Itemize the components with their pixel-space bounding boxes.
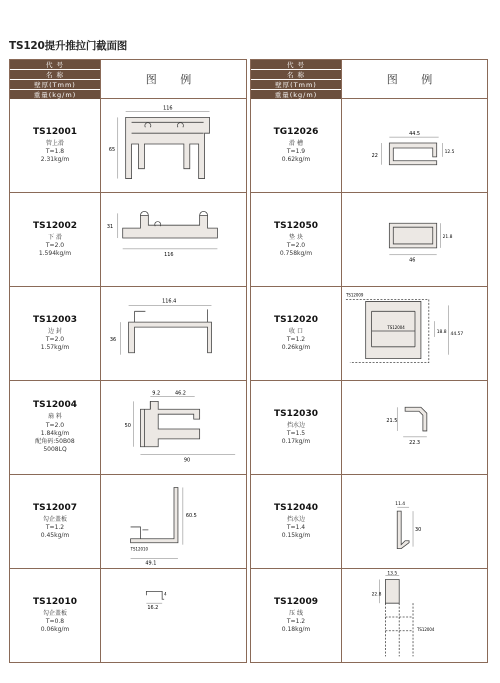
profile-weight: 1.594kg/m — [38, 250, 72, 258]
profile-name: 收 口 — [289, 327, 303, 335]
profile-drawing — [100, 475, 246, 568]
profile-drawing — [341, 381, 487, 474]
header-thickness: 壁厚(Tmm) — [10, 80, 100, 90]
profile-thickness: T=2.0 — [45, 241, 65, 249]
profile-name: 边 封 — [48, 327, 62, 335]
header-code: 代 号 — [251, 60, 341, 70]
header-weight: 重量(kg/m) — [251, 90, 341, 99]
header-thickness: 壁厚(Tmm) — [251, 80, 341, 90]
profile-drawing — [100, 193, 246, 286]
profile-code: TS12002 — [33, 220, 77, 231]
profile-thickness: T=1.4 — [286, 523, 306, 531]
dim-label: 21.8 — [442, 235, 453, 241]
header-figure: 图 例 — [341, 60, 487, 98]
profile-code: TS12040 — [274, 502, 318, 513]
profile-row — [10, 287, 246, 381]
profile-code: TS12010 — [33, 596, 77, 607]
dim-label: 44.5 — [409, 131, 421, 138]
profile-row — [251, 475, 487, 569]
profile-thickness: T=2.0 — [286, 241, 306, 249]
profile-code: TS12001 — [33, 126, 77, 137]
dim-label: 31 — [106, 224, 114, 231]
profile-drawing — [100, 99, 246, 192]
profile-name: 滑 槽 — [289, 139, 303, 147]
profile-drawing — [341, 287, 487, 380]
header-name: 名 称 — [10, 70, 100, 80]
table-header — [10, 60, 246, 99]
profile-weight: 0.18kg/m — [281, 626, 311, 634]
table-header — [251, 60, 487, 99]
profile-row — [10, 569, 246, 662]
profile-code: TS12007 — [33, 502, 77, 513]
profile-name: 勾企盖板 — [42, 609, 67, 617]
dim-label: 46.2 — [174, 390, 186, 397]
left-profile-table — [9, 59, 247, 663]
dim-label: 90 — [183, 457, 191, 464]
profile-drawing — [341, 99, 487, 192]
profile-weight: 1.57kg/m — [40, 344, 70, 352]
profile-weight: 0.06kg/m — [40, 626, 70, 634]
dim-label: 4 — [164, 591, 167, 597]
profile-name: 管上滑 — [45, 139, 64, 147]
profile-weight: 0.15kg/m — [281, 532, 311, 540]
profile-drawing — [341, 475, 487, 568]
dim-label: 116.4 — [162, 298, 177, 305]
header-figure: 图 例 — [100, 60, 246, 98]
header-name: 名 称 — [251, 70, 341, 80]
profile-code: TS12030 — [274, 408, 318, 419]
profile-angle-code-2: 5008LQ — [43, 446, 67, 454]
profile-thickness: T=1.2 — [286, 335, 306, 343]
profile-row — [10, 381, 246, 475]
profile-name: 下 滑 — [48, 233, 62, 241]
profile-thickness: T=1.5 — [286, 429, 306, 437]
dim-label: 22.3 — [409, 439, 421, 446]
dim-label: 18.8 — [436, 330, 447, 336]
profile-name: 勾企盖板 — [42, 515, 67, 523]
profile-row — [251, 287, 487, 381]
profile-drawing — [100, 569, 246, 662]
dim-label: 21.5 — [386, 418, 398, 425]
dim-label: 11.4 — [395, 502, 406, 508]
dim-label: 60.5 — [185, 513, 197, 520]
profile-row — [251, 569, 487, 662]
dim-label: 22 — [371, 152, 378, 159]
profile-thickness: T=1.9 — [286, 147, 306, 155]
profile-thickness: T=1.2 — [45, 523, 65, 531]
profile-drawing — [341, 193, 487, 286]
profile-weight: 1.84kg/m — [40, 429, 70, 437]
dim-label: 44.57 — [450, 331, 464, 337]
dim-label: 46 — [409, 257, 416, 264]
profile-name: 挡水边 — [286, 421, 305, 429]
profile-name: 压 线 — [289, 609, 303, 617]
profile-weight: 0.758kg/m — [279, 250, 313, 258]
profile-thickness: T=1.8 — [45, 147, 65, 155]
dim-label: 12.5 — [444, 149, 455, 155]
profile-code: TS12004 — [33, 400, 77, 411]
page-title: TS120提升推拉门截面图 — [9, 40, 128, 52]
profile-thickness: T=2.0 — [45, 421, 65, 429]
profile-angle-code: 配角码:50B08 — [35, 438, 75, 446]
profile-name: 扇 料 — [48, 413, 62, 421]
profile-thickness: T=1.2 — [286, 617, 306, 625]
profile-thickness: T=2.0 — [45, 335, 65, 343]
profile-row — [251, 193, 487, 287]
profile-weight: 0.17kg/m — [281, 438, 311, 446]
profile-row — [10, 475, 246, 569]
profile-row — [251, 381, 487, 475]
dim-label: 116 — [164, 251, 174, 258]
profile-drawing — [100, 381, 246, 474]
dim-label: 116 — [163, 105, 173, 112]
dim-label: TS12010 — [130, 546, 149, 552]
dim-label: TS12004 — [416, 626, 435, 632]
profile-thickness: T=0.8 — [45, 617, 65, 625]
dim-label: 16.2 — [147, 605, 159, 612]
profile-code: TS12009 — [274, 596, 318, 607]
profile-row — [10, 193, 246, 287]
dim-label: TS12004 — [387, 325, 405, 331]
dim-label: 22.8 — [371, 592, 382, 598]
dim-label: 13.5 — [387, 571, 398, 577]
profile-code: TS12003 — [33, 314, 77, 325]
dim-label: 65 — [108, 146, 116, 153]
profile-name: 挡水边 — [286, 515, 305, 523]
dim-label: 50 — [124, 423, 131, 430]
profile-row — [251, 99, 487, 193]
profile-code: TS12020 — [274, 314, 318, 325]
profile-weight: 0.26kg/m — [281, 344, 311, 352]
header-code: 代 号 — [10, 60, 100, 70]
profile-drawing — [100, 287, 246, 380]
profile-code: TS12050 — [274, 220, 318, 231]
profile-weight: 0.62kg/m — [281, 156, 311, 164]
dim-label: 9.2 — [152, 390, 161, 397]
profile-name: 垫 块 — [289, 233, 303, 241]
profile-weight: 2.31kg/m — [40, 156, 70, 164]
dim-label: 36 — [109, 336, 117, 343]
profile-weight: 0.45kg/m — [40, 532, 70, 540]
profile-drawing — [341, 569, 487, 662]
dim-label: 49.1 — [145, 560, 157, 567]
profile-code: TG12026 — [273, 126, 319, 137]
right-profile-table — [250, 59, 488, 663]
profile-row — [10, 99, 246, 193]
header-weight: 重量(kg/m) — [10, 90, 100, 99]
dim-label: TS12009 — [345, 292, 364, 298]
dim-label: 30 — [414, 526, 422, 533]
